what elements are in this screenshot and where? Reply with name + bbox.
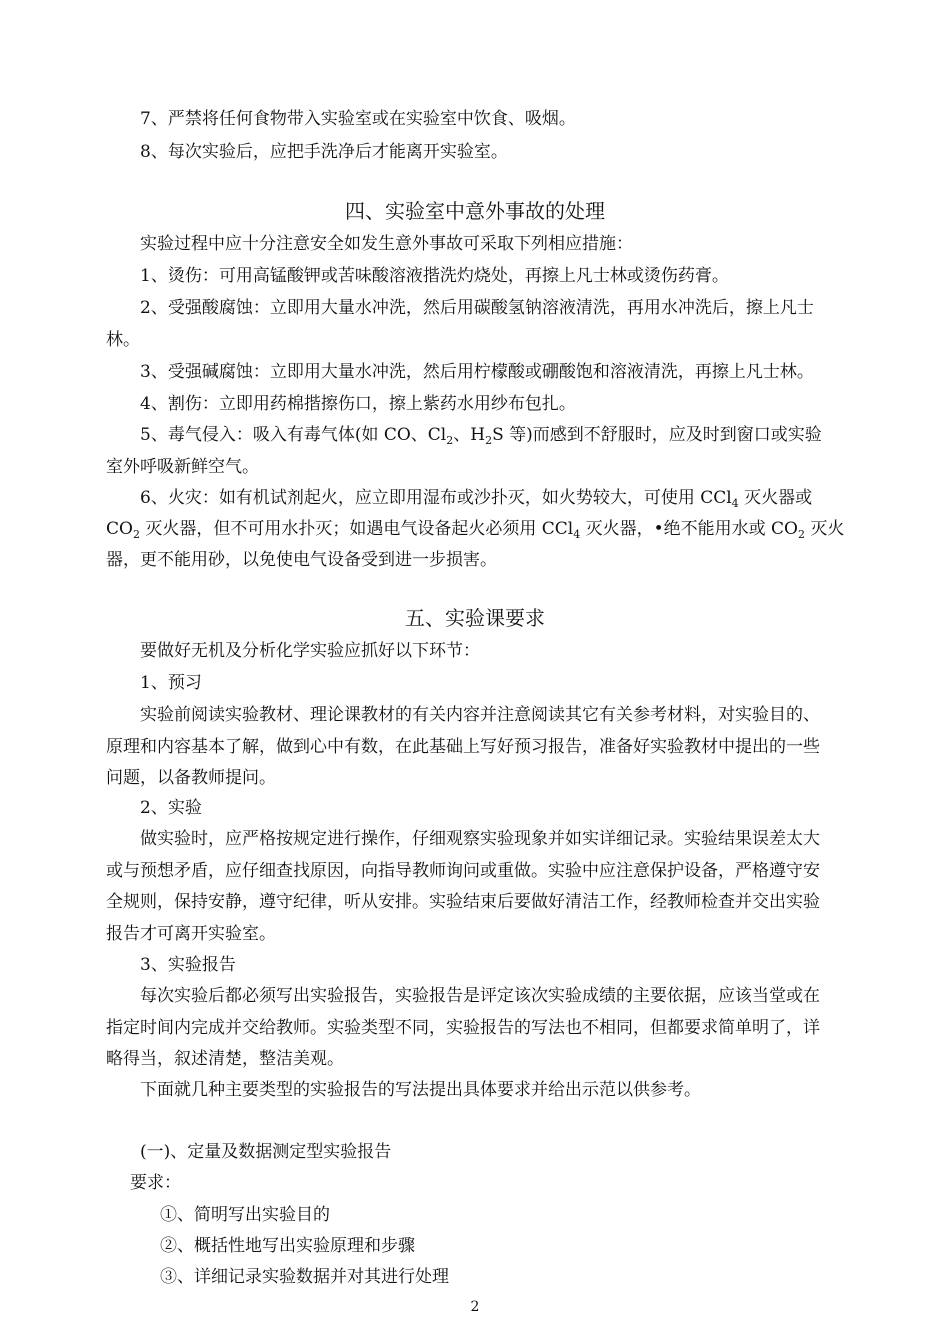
accidents-intro: 实验过程中应十分注意安全如发生意外事故可采取下列相应措施： [140,234,633,254]
rule-item-7: 7、严禁将任何食物带入实验室或在实验室中饮食、吸烟。 [140,109,576,129]
accident-gas-line-2: 室外呼吸新鲜空气。 [106,457,259,477]
accident-cut: 4、割伤：立即用药棉揩擦伤口，擦上紫药水用纱布包扎。 [140,394,576,414]
report-title: 3、实验报告 [140,955,236,975]
requirement-2: ②、概括性地写出实验原理和步骤 [160,1236,415,1256]
prep-title: 1、预习 [140,673,202,693]
accident-fire-line-3: 器，更不能用砂，以免使电气设备受到进一步损害。 [106,550,497,570]
exp-line-1: 做实验时，应严格按规定进行操作，仔细观察实验现象并如实详细记录。实验结果误差太大 [140,829,820,849]
accident-gas-line-1: 5、毒气侵入：吸入有毒气体(如 CO、$Cl_2$、$H_2S$ 等)而感到不舒服时，应及时到窗口或实验 [140,425,822,447]
requirement-3: ③、详细记录实验数据并对其进行处理 [160,1267,449,1287]
exp-line-2: 或与预想矛盾，应仔细查找原因，向指导教师询问或重做。实验中应注意保护设备，严格遵守安 [106,861,820,881]
accident-fire-line-1: 6、火灾：如有机试剂起火，应立即用湿布或沙扑灭，如火势较大，可使用 CCl$_4$ 灭火器或 [140,488,813,510]
accident-fire-line-2: $CO_2$ 灭火器，但不可用水扑灭；如遇电气设备起火必须用 CCl$_4$ 灭火器，•绝不能用水或 $CO_2$ 灭火 [106,519,845,541]
page-number: 2 [470,1299,480,1315]
report-line-1: 每次实验后都必须写出实验报告，实验报告是评定该次实验成绩的主要依据，应该当堂或在 [140,986,820,1006]
exp-title: 2、实验 [140,798,202,818]
report-line-4: 下面就几种主要类型的实验报告的写法提出具体要求并给出示范以供参考。 [140,1080,701,1100]
accident-acid-line-1: 2、受强酸腐蚀：立即用大量水冲洗，然后用碳酸氢钠溶液清洗，再用水冲洗后，擦上凡士 [140,298,814,318]
requirements-label: 要求： [130,1173,181,1193]
report-line-2: 指定时间内完成并交给教师。实验类型不同，实验报告的写法也不相同，但都要求简单明了，详 [106,1018,820,1038]
prep-line-1: 实验前阅读实验教材、理论课教材的有关内容并注意阅读其它有关参考材料，对实验目的、 [140,705,820,725]
accident-burn: 1、烫伤：可用高锰酸钾或苦味酸溶液揩洗灼烧处，再擦上凡士林或烫伤药膏。 [140,266,729,286]
report-line-3: 略得当，叙述清楚，整洁美观。 [106,1049,344,1069]
exp-line-4: 报告才可离开实验室。 [106,924,276,944]
accident-alkali: 3、受强碱腐蚀：立即用大量水冲洗，然后用柠檬酸或硼酸饱和溶液清洗，再擦上凡士林。 [140,362,814,382]
prep-line-2: 原理和内容基本了解，做到心中有数，在此基础上写好预习报告，准备好实验教材中提出的一些 [106,737,820,757]
requirement-1: ①、简明写出实验目的 [160,1205,330,1225]
section-heading-course: 五、实验课要求 [405,606,545,630]
rule-item-8: 8、每次实验后，应把手洗净后才能离开实验室。 [140,142,508,162]
course-intro: 要做好无机及分析化学实验应抓好以下环节： [140,641,480,661]
accident-acid-line-2: 林。 [106,330,140,350]
quant-report-title: (一)、定量及数据测定型实验报告 [140,1142,392,1162]
section-heading-accidents: 四、实验室中意外事故的处理 [345,199,605,223]
exp-line-3: 全规则，保持安静，遵守纪律，听从安排。实验结束后要做好清洁工作，经教师检查并交出实验 [106,892,820,912]
prep-line-3: 问题，以备教师提问。 [106,768,276,788]
